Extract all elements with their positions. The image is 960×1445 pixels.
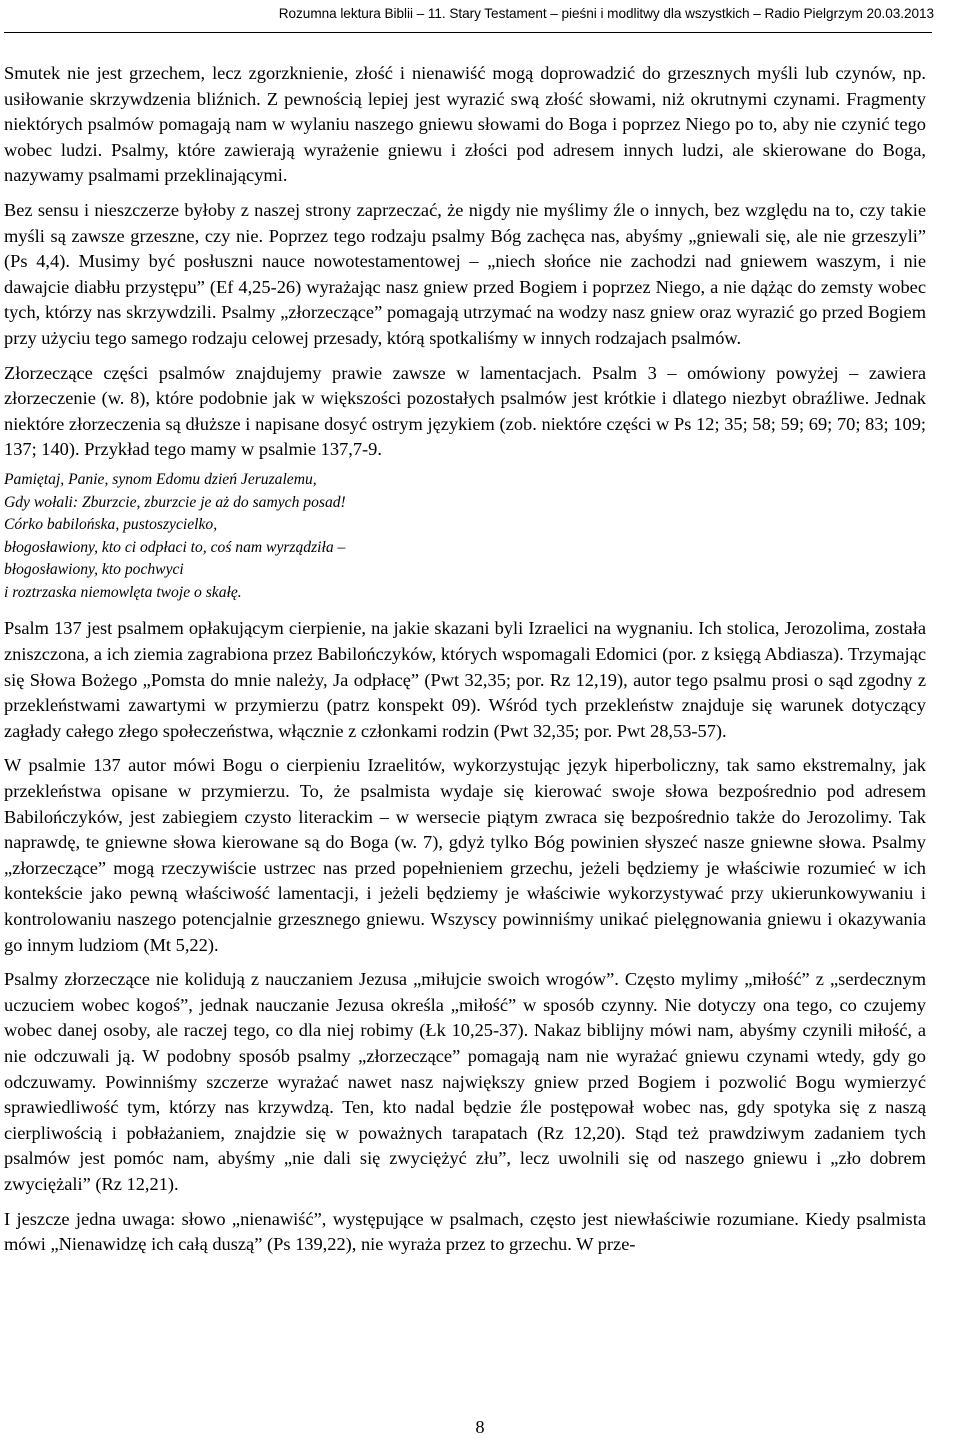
page-number: 8: [475, 1417, 485, 1437]
quote-line: błogosławiony, kto pochwyci: [4, 561, 184, 579]
document-body: [4, 61, 926, 1267]
paragraph: Bez sensu i nieszczerze byłoby z naszej strony zaprzeczać, że nigdy nie myślimy źle o innych, bez względu na to, czy takie myśli są zawsze grzeszne, czy nie. Poprzez tego rodzaju psalmy Bóg zachęca nas, abyśmy „gniewali się, ale nie grzeszyli” (Ps 4,4). Musimy być posłuszni nauce nowotestamentowej – „niech słońce nie zachodzi nad gniewem waszym, i nie dawajcie diabłu przystępu” (Ef 4,25-26) wyrażając nasz gniew przed Bogiem i poprzez Niego, a nie dążąc do zemsty wobec tych, którzy nas skrzywdzili. Psalmy „złorzeczące” pomagają utrzymać na wodzy nasz gniew oraz wyrazić go przed Bogiem przy użyciu tego samego rodzaju celowej przesady, którą spotkaliśmy w innych rodzajach psalmów.: [4, 199, 926, 348]
quote-line: Gdy wołali: Zburzcie, zburzcie je aż do samych posad!: [4, 493, 346, 511]
header-title: Rozumna lektura Biblii – 11. Stary Testament – pieśni i modlitwy dla wszystkich – Radio Pielgrzym 20.03.2013: [278, 6, 934, 21]
header-rule: [4, 32, 932, 33]
paragraph: W psalmie 137 autor mówi Bogu o cierpieniu Izraelitów, wykorzystując język hiperboliczny, tak samo ekstremalny, jak przekleństwa opisane w przymierzu. To, że psalmista wydaje się kierować swoje słowa bezpośrednio pod adresem Babilończyków, jest zabiegiem czysto literackim – w wersecie piątym zwraca się bezpośrednio także do Jerozolimy. Tak naprawdę, te gniewne słowa kierowane są do Boga (w. 7), gdyż tylko Bóg powinien słyszeć nasze gniewne słowa. Psalmy „złorzeczące” mogą rzeczywiście ustrzec nas przed popełnieniem grzechu, jeżeli będziemy je właściwie rozumieć w ich kontekście jako pewną właściwość lamentacji, i jeżeli będziemy je właściwie wykorzystywać przy ukierunkowywaniu i kontrolowaniu naszego potencjalnie grzesznego gniewu. Wszyscy powinniśmy unikać pielęgnowania gniewu i okazywania go innym ludziom (Mt 5,22).: [4, 755, 926, 955]
quote-line: i roztrzaska niemowlęta twoje o skałę.: [4, 583, 242, 601]
paragraph: Złorzeczące części psalmów znajdujemy prawie zawsze w lamentacjach. Psalm 3 – omówiony powyżej – zawiera złorzeczenie (w. 8), które podobnie jak w większości pozostałych psalmów jest krótkie i dlatego niezbyt obraźliwe. Jednak niektóre złorzeczenia są dłuższe i napisane dosyć ostrym językiem (zob. niektóre części w Ps 12; 35; 58; 59; 69; 70; 83; 109; 137; 140). Przykład tego mamy w psalmie 137,7-9.: [4, 362, 926, 460]
quote-line: Pamiętaj, Panie, synom Edomu dzień Jeruzalemu,: [4, 470, 317, 488]
paragraph: Psalm 137 jest psalmem opłakującym cierpienie, na jakie skazani byli Izraelici na wygnaniu. Ich stolica, Jerozolima, została zniszczona, a ich ziemia zagrabiona przez Babilończyków, których wspomagali Edomici (por. z księgą Abdiasza). Trzymając się Słowa Bożego „Pomsta do mnie należy, Ja odpłacę” (Pwt 32,35; por. Rz 12,19), autor tego psalmu prosi o sąd zgodny z przekleństwami zawartymi w przymierzu (patrz konspekt 09). Wśród tych przekleństw znajduje się warunek dotyczący zagłady całego złego społeczeństwa, włącznie z członkami rodzin (Pwt 32,35; por. Pwt 28,53-57).: [4, 618, 926, 741]
psalm-quote: [4, 469, 926, 605]
paragraph: Smutek nie jest grzechem, lecz zgorzknienie, złość i nienawiść mogą doprowadzić do grzesznych myśli lub czynów, np. usiłowanie skrzywdzenia bliźnich. Z pewnością lepiej jest wyrazić swą złość słowami, niż okrutnymi czynami. Fragmenty niektórych psalmów pomagają nam w wylaniu naszego gniewu słowami do Boga i poprzez Niego po to, aby nie czynić tego wobec ludzi. Psalmy, które zawierają wyrażenie gniewu i złości pod adresem innych ludzi, ale skierowane do Boga, nazywamy psalmami przeklinającymi.: [4, 63, 926, 186]
quote-line: Córko babilońska, pustoszycielko,: [4, 516, 218, 534]
paragraph: I jeszcze jedna uwaga: słowo „nienawiść”, występujące w psalmach, często jest niewłaściwie rozumiane. Kiedy psalmista mówi „Nienawidzę ich całą duszą” (Ps 139,22), nie wyraża przez to grzechu. W prze-: [4, 1208, 926, 1255]
page-header: [0, 0, 960, 26]
paragraph: Psalmy złorzeczące nie kolidują z nauczaniem Jezusa „miłujcie swoich wrogów”. Często mylimy „miłość” z „serdecznym uczuciem wobec kogoś”, jednak nauczanie Jezusa określa „miłość” w sposób czynny. Nie dotyczy ona tego, co czujemy wobec danej osoby, ale raczej tego, co dla niej robimy (Łk 10,25-37). Nakaz biblijny mówi nam, abyśmy czynili miłość, a nie odczuwali ją. W podobny sposób psalmy „złorzeczące” pomagają nam nie wyrażać gniewu czynami wtedy, gdy go odczuwamy. Powinniśmy szczerze wyrażać nawet nasz największy gniew przed Bogiem i pozwolić Bogu wymierzyć sprawiedliwość tym, którzy nas krzywdzą. Ten, kto nadal będzie źle postępował wobec nas, gdy spotyka się z naszą cierpliwością i pobłażaniem, znajdzie się w poważnych tarapatach (Rz 12,20). Stąd też prawdziwym zadaniem tych psalmów jest pomóc nam, abyśmy „nie dali się zwyciężyć złu”, lecz uwolnili się od naszego gniewu i „zło dobrem zwyciężali” (Rz 12,21).: [4, 969, 926, 1194]
quote-line: błogosławiony, kto ci odpłaci to, coś nam wyrządziła –: [4, 538, 346, 556]
